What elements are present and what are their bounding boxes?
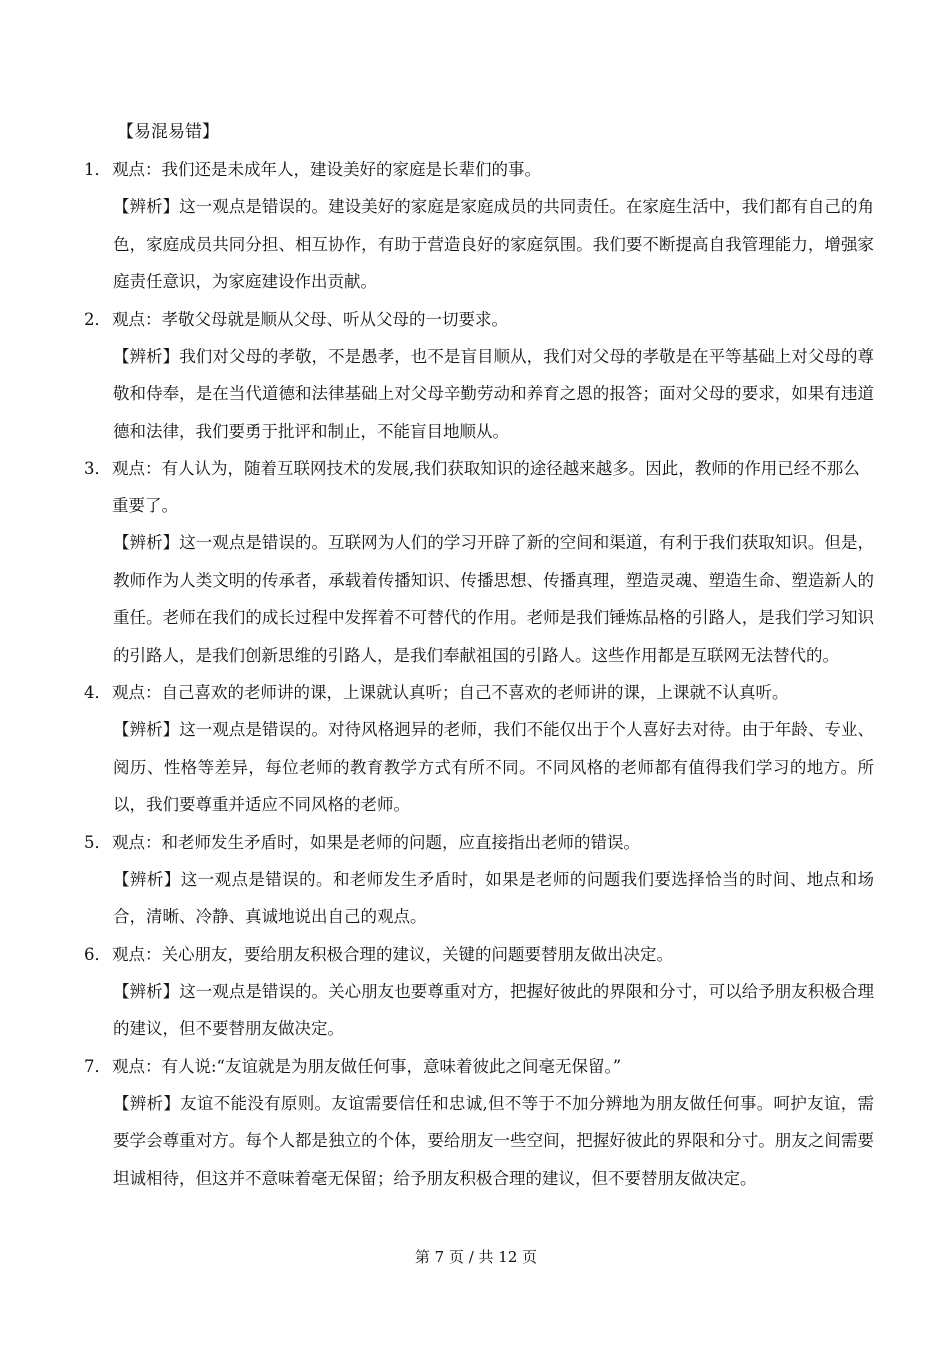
section-heading: 【易混易错】 [117, 122, 219, 142]
viewpoint-text: 观点：有人说:“友谊就是为朋友做任何事，意味着彼此之间毫无保留。” [112, 1056, 622, 1076]
analysis-text: 这一观点是错误的。关心朋友也要尊重对方，把握好彼此的界限和分寸，可以给予朋友积极合理的建议，但不要替朋友做决定。 [113, 981, 875, 1038]
item-number: 4． [84, 683, 111, 702]
analysis-text: 这一观点是错误的。建设美好的家庭是家庭成员的共同责任。在家庭生活中，我们都有自己的角色，家庭成员共同分担、相互协作，有助于营造良好的家庭氛围。我们要不断提高自我管理能力，增强家庭责任意识，为家庭建设作出贡献。 [113, 197, 875, 291]
analysis-tag: 【辨析】 [113, 720, 180, 739]
list-item [84, 1048, 874, 1198]
list-item [84, 301, 874, 451]
analysis-tag: 【辨析】 [113, 346, 180, 366]
item-number: 7． [84, 1056, 111, 1076]
analysis-tag: 【辨析】 [113, 981, 180, 1001]
item-number: 2． [84, 309, 111, 329]
viewpoint-text: 观点：有人认为，随着互联网技术的发展,我们获取知识的途径越来越多。因此，教师的作用已经不那么重要了。 [112, 459, 860, 515]
viewpoint-text: 观点：关心朋友，要给朋友积极合理的建议，关键的问题要替朋友做出决定。 [112, 944, 673, 964]
viewpoint-text: 观点：我们还是未成年人，建设美好的家庭是长辈们的事。 [112, 160, 541, 179]
viewpoint [84, 151, 874, 188]
analysis [113, 861, 874, 936]
viewpoint-text: 观点：自己喜欢的老师讲的课，上课就认真听；自己不喜欢的老师讲的课，上课就不认真听。 [112, 683, 789, 702]
list-item [84, 450, 874, 674]
list-item [84, 824, 874, 936]
viewpoint [84, 936, 874, 973]
analysis-tag: 【辨析】 [113, 869, 181, 889]
viewpoint [84, 301, 874, 338]
analysis-text: 这一观点是错误的。对待风格迥异的老师，我们不能仅出于个人喜好去对待。由于年龄、专业、阅历、性格等差异，每位老师的教育教学方式有所不同。不同风格的老师都有值得我们学习的地方。所以，我们要尊重并适应不同风格的老师。 [113, 720, 875, 814]
analysis [113, 1085, 874, 1198]
analysis-text: 这一观点是错误的。互联网为人们的学习开辟了新的空间和渠道，有利于我们获取知识。但是，教师作为人类文明的传承者，承载着传播知识、传播思想、传播真理，塑造灵魂、塑造生命、塑造新人的重任。老师在我们的成长过程中发挥着不可替代的作用。老师是我们锤炼品格的引路人，是我们学习知识的引路人，是我们创新思维的引路人，是我们奉献祖国的引路人。这些作用都是互联网无法替代的。 [113, 533, 875, 665]
list-item [84, 936, 874, 1048]
analysis-text: 这一观点是错误的。和老师发生矛盾时，如果是老师的问题我们要选择恰当的时间、地点和场合，清晰、冷静、真诚地说出自己的观点。 [113, 869, 875, 926]
item-list [84, 151, 874, 1197]
analysis [113, 711, 874, 824]
page-footer [0, 1245, 952, 1269]
analysis-tag: 【辨析】 [113, 1093, 181, 1113]
analysis-tag: 【辨析】 [113, 197, 180, 216]
list-item [84, 151, 874, 301]
analysis-text: 友谊不能没有原则。友谊需要信任和忠诚,但不等于不加分辨地为朋友做任何事。呵护友谊，需要学会尊重对方。每个人都是独立的个体，要给朋友一些空间，把握好彼此的界限和分寸。朋友之间需要坦诚相待，但这并不意味着毫无保留；给予朋友积极合理的建议，但不要替朋友做决定。 [113, 1093, 875, 1188]
analysis [113, 524, 874, 674]
viewpoint [84, 824, 874, 861]
item-number: 5． [84, 832, 111, 852]
analysis [113, 338, 874, 451]
analysis [113, 188, 874, 301]
viewpoint [84, 450, 874, 524]
analysis [113, 973, 874, 1048]
viewpoint [84, 1048, 874, 1085]
item-number: 3． [84, 459, 111, 478]
item-number: 6． [84, 944, 111, 964]
page-number: 第 7 页 / 共 12 页 [414, 1248, 538, 1266]
item-number: 1． [84, 160, 111, 179]
viewpoint-text: 观点：孝敬父母就是顺从父母、听从父母的一切要求。 [112, 309, 508, 329]
viewpoint [84, 674, 874, 711]
analysis-tag: 【辨析】 [113, 533, 180, 552]
analysis-text: 我们对父母的孝敬，不是愚孝，也不是盲目顺从，我们对父母的孝敬是在平等基础上对父母的尊敬和侍奉，是在当代道德和法律基础上对父母辛勤劳动和养育之恩的报答；面对父母的要求，如果有违道德和法律，我们要勇于批评和制止，不能盲目地顺从。 [113, 346, 875, 441]
viewpoint-text: 观点：和老师发生矛盾时，如果是老师的问题，应直接指出老师的错误。 [112, 832, 640, 852]
list-item [84, 674, 874, 824]
